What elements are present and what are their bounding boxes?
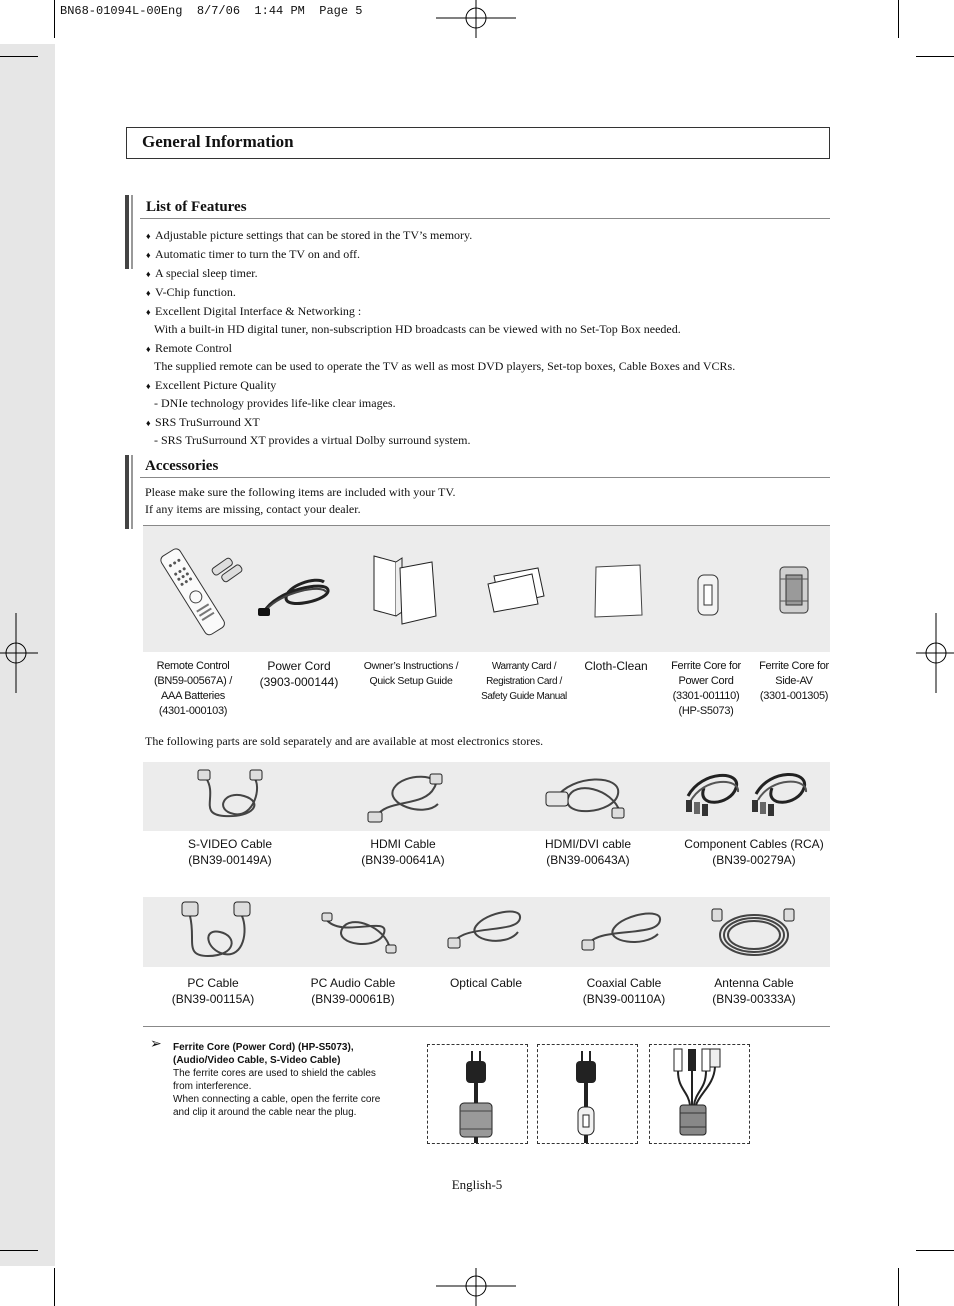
feature-item: ♦ Excellent Digital Interface & Networking : bbox=[146, 302, 826, 321]
ferrite-core-small-icon bbox=[696, 573, 720, 617]
antenna-cable-caption: Antenna Cable (BN39-00333A) bbox=[712, 976, 796, 1006]
feature-detail: - SRS TruSurround XT provides a virtual Dolby surround system. bbox=[154, 433, 471, 447]
feature-item: ♦ A special sleep timer. bbox=[146, 264, 826, 283]
features-list bbox=[146, 226, 826, 448]
pc-audio-cable-icon bbox=[320, 905, 398, 957]
bullet-icon: ♦ bbox=[146, 231, 151, 241]
section-bar bbox=[125, 195, 129, 269]
coaxial-cable-icon bbox=[580, 908, 670, 956]
ferrite-note-body: When connecting a cable, open the ferrite core bbox=[173, 1094, 381, 1105]
section-bar bbox=[125, 455, 129, 529]
section-rule bbox=[140, 218, 830, 219]
crop-mark bbox=[54, 1268, 55, 1306]
plug-with-ferrite-small-icon bbox=[538, 1045, 637, 1143]
ferrite-note bbox=[173, 1041, 413, 1119]
pc-cable-icon bbox=[178, 900, 256, 962]
page-number: English-5 bbox=[451, 1177, 503, 1192]
registration-mark-top bbox=[436, 0, 516, 40]
crop-mark bbox=[898, 1268, 899, 1306]
pc-audio-cable-caption: PC Audio Cable (BN39-00061B) bbox=[310, 976, 396, 1006]
ferrite-illustration-box bbox=[427, 1044, 528, 1144]
feature-item: ♦ SRS TruSurround XT bbox=[146, 413, 826, 432]
power-cord-caption: Power Cord (3903-000144) bbox=[259, 659, 339, 689]
features-heading: List of Features bbox=[146, 199, 247, 215]
av-cable-with-ferrite-icon bbox=[650, 1045, 749, 1143]
warranty-card-caption: Warranty Card / Registration Card / Safety Guide Manual bbox=[481, 661, 567, 702]
crop-mark bbox=[916, 56, 954, 57]
component-cables-icon bbox=[682, 766, 812, 824]
accessories-intro: Please make sure the following items are included with your TV. If any items are missing, contact your dealer. bbox=[145, 485, 456, 516]
hdmi-cable-icon bbox=[364, 768, 446, 828]
feature-item: ♦ V-Chip function. bbox=[146, 283, 826, 302]
manual-caption: Owner’s Instructions / Quick Setup Guide bbox=[363, 660, 459, 687]
feature-item: ♦ Automatic timer to turn the TV on and off. bbox=[146, 245, 826, 264]
print-slug-line: BN68-01094L-00Eng 8/7/06 1:44 PM Page 5 bbox=[60, 4, 363, 18]
feature-item: ♦ Adjustable picture settings that can be stored in the TV’s memory. bbox=[146, 226, 826, 245]
bullet-icon: ♦ bbox=[146, 418, 151, 428]
note-rule bbox=[143, 1026, 830, 1027]
s-video-cable-icon bbox=[194, 766, 268, 824]
section-rule bbox=[140, 477, 830, 478]
crop-mark bbox=[898, 0, 899, 38]
crop-mark bbox=[54, 0, 55, 38]
remote-control-caption: Remote Control (BN59-00567A) / AAA Batteries (4301-000103) bbox=[153, 660, 233, 717]
hdmi-dvi-cable-icon bbox=[542, 768, 630, 824]
power-cord-icon bbox=[256, 570, 336, 620]
ferrite-note-body: from interference. bbox=[173, 1081, 252, 1092]
cloth-icon bbox=[592, 563, 644, 618]
page-title: General Information bbox=[142, 132, 294, 151]
bullet-icon: ♦ bbox=[146, 307, 151, 317]
ferrite-note-title: (Audio/Video Cable, S-Video Cable) bbox=[173, 1055, 341, 1066]
warranty-card-icon bbox=[486, 566, 548, 616]
registration-mark-left bbox=[0, 613, 38, 693]
optical-cable-caption: Optical Cable bbox=[449, 976, 523, 990]
antenna-cable-icon bbox=[708, 905, 798, 961]
ferrite-illustration-box bbox=[537, 1044, 638, 1144]
crop-mark bbox=[0, 1250, 38, 1251]
bullet-icon: ♦ bbox=[146, 344, 151, 354]
accessories-heading: Accessories bbox=[145, 458, 219, 474]
bullet-icon: ♦ bbox=[146, 269, 151, 279]
feature-detail: - DNIe technology provides life-like clear images. bbox=[154, 396, 396, 410]
bullet-icon: ♦ bbox=[146, 250, 151, 260]
manual-booklet-icon bbox=[370, 554, 442, 626]
ferrite-core-side-caption: Ferrite Core for Side-AV (3301-001305) bbox=[759, 660, 829, 702]
ferrite-core-power-caption: Ferrite Core for Power Cord (3301-001110) (HP-S5073) bbox=[671, 660, 741, 717]
feature-detail: The supplied remote can be used to operate the TV as well as most DVD players, Set-top boxes, Cable Boxes and VCRs. bbox=[154, 359, 736, 373]
ferrite-illustration-box bbox=[649, 1044, 750, 1144]
hdmi-dvi-cable-caption: HDMI/DVI cable (BN39-00643A) bbox=[544, 837, 632, 867]
feature-item: ♦ Excellent Picture Quality bbox=[146, 376, 826, 395]
feature-item: ♦ Remote Control bbox=[146, 339, 826, 358]
pc-cable-caption: PC Cable (BN39-00115A) bbox=[171, 976, 255, 1006]
section-bar bbox=[131, 195, 133, 269]
registration-mark-right bbox=[916, 613, 954, 693]
ferrite-note-body: and clip it around the cable near the plug. bbox=[173, 1107, 357, 1118]
ferrite-core-large-icon bbox=[778, 565, 810, 615]
bullet-icon: ♦ bbox=[146, 288, 151, 298]
bullet-icon: ♦ bbox=[146, 381, 151, 391]
s-video-cable-caption: S-VIDEO Cable (BN39-00149A) bbox=[187, 837, 273, 867]
remote-control-icon bbox=[150, 546, 240, 630]
note-arrow-icon: ➢ bbox=[150, 1037, 162, 1052]
hdmi-cable-caption: HDMI Cable (BN39-00641A) bbox=[361, 837, 445, 867]
ferrite-note-title: Ferrite Core (Power Cord) (HP-S5073), bbox=[173, 1042, 354, 1053]
crop-mark bbox=[916, 1250, 954, 1251]
feature-detail: With a built-in HD digital tuner, non-subscription HD broadcasts can be viewed with no Set-Top Box needed. bbox=[154, 322, 681, 336]
optical-cable-icon bbox=[446, 908, 528, 956]
page-title-box bbox=[126, 127, 830, 159]
registration-mark-bottom bbox=[436, 1266, 516, 1306]
crop-mark bbox=[0, 56, 38, 57]
coaxial-cable-caption: Coaxial Cable (BN39-00110A) bbox=[582, 976, 666, 1006]
sold-separately-note: The following parts are sold separately and are available at most electronics stores. bbox=[145, 734, 544, 748]
ferrite-note-body: The ferrite cores are used to shield the cables bbox=[173, 1068, 376, 1079]
section-bar bbox=[131, 455, 133, 529]
component-cables-caption: Component Cables (RCA) (BN39-00279A) bbox=[684, 837, 824, 867]
cloth-caption: Cloth-Clean bbox=[584, 659, 648, 673]
plug-with-ferrite-icon bbox=[428, 1045, 527, 1143]
